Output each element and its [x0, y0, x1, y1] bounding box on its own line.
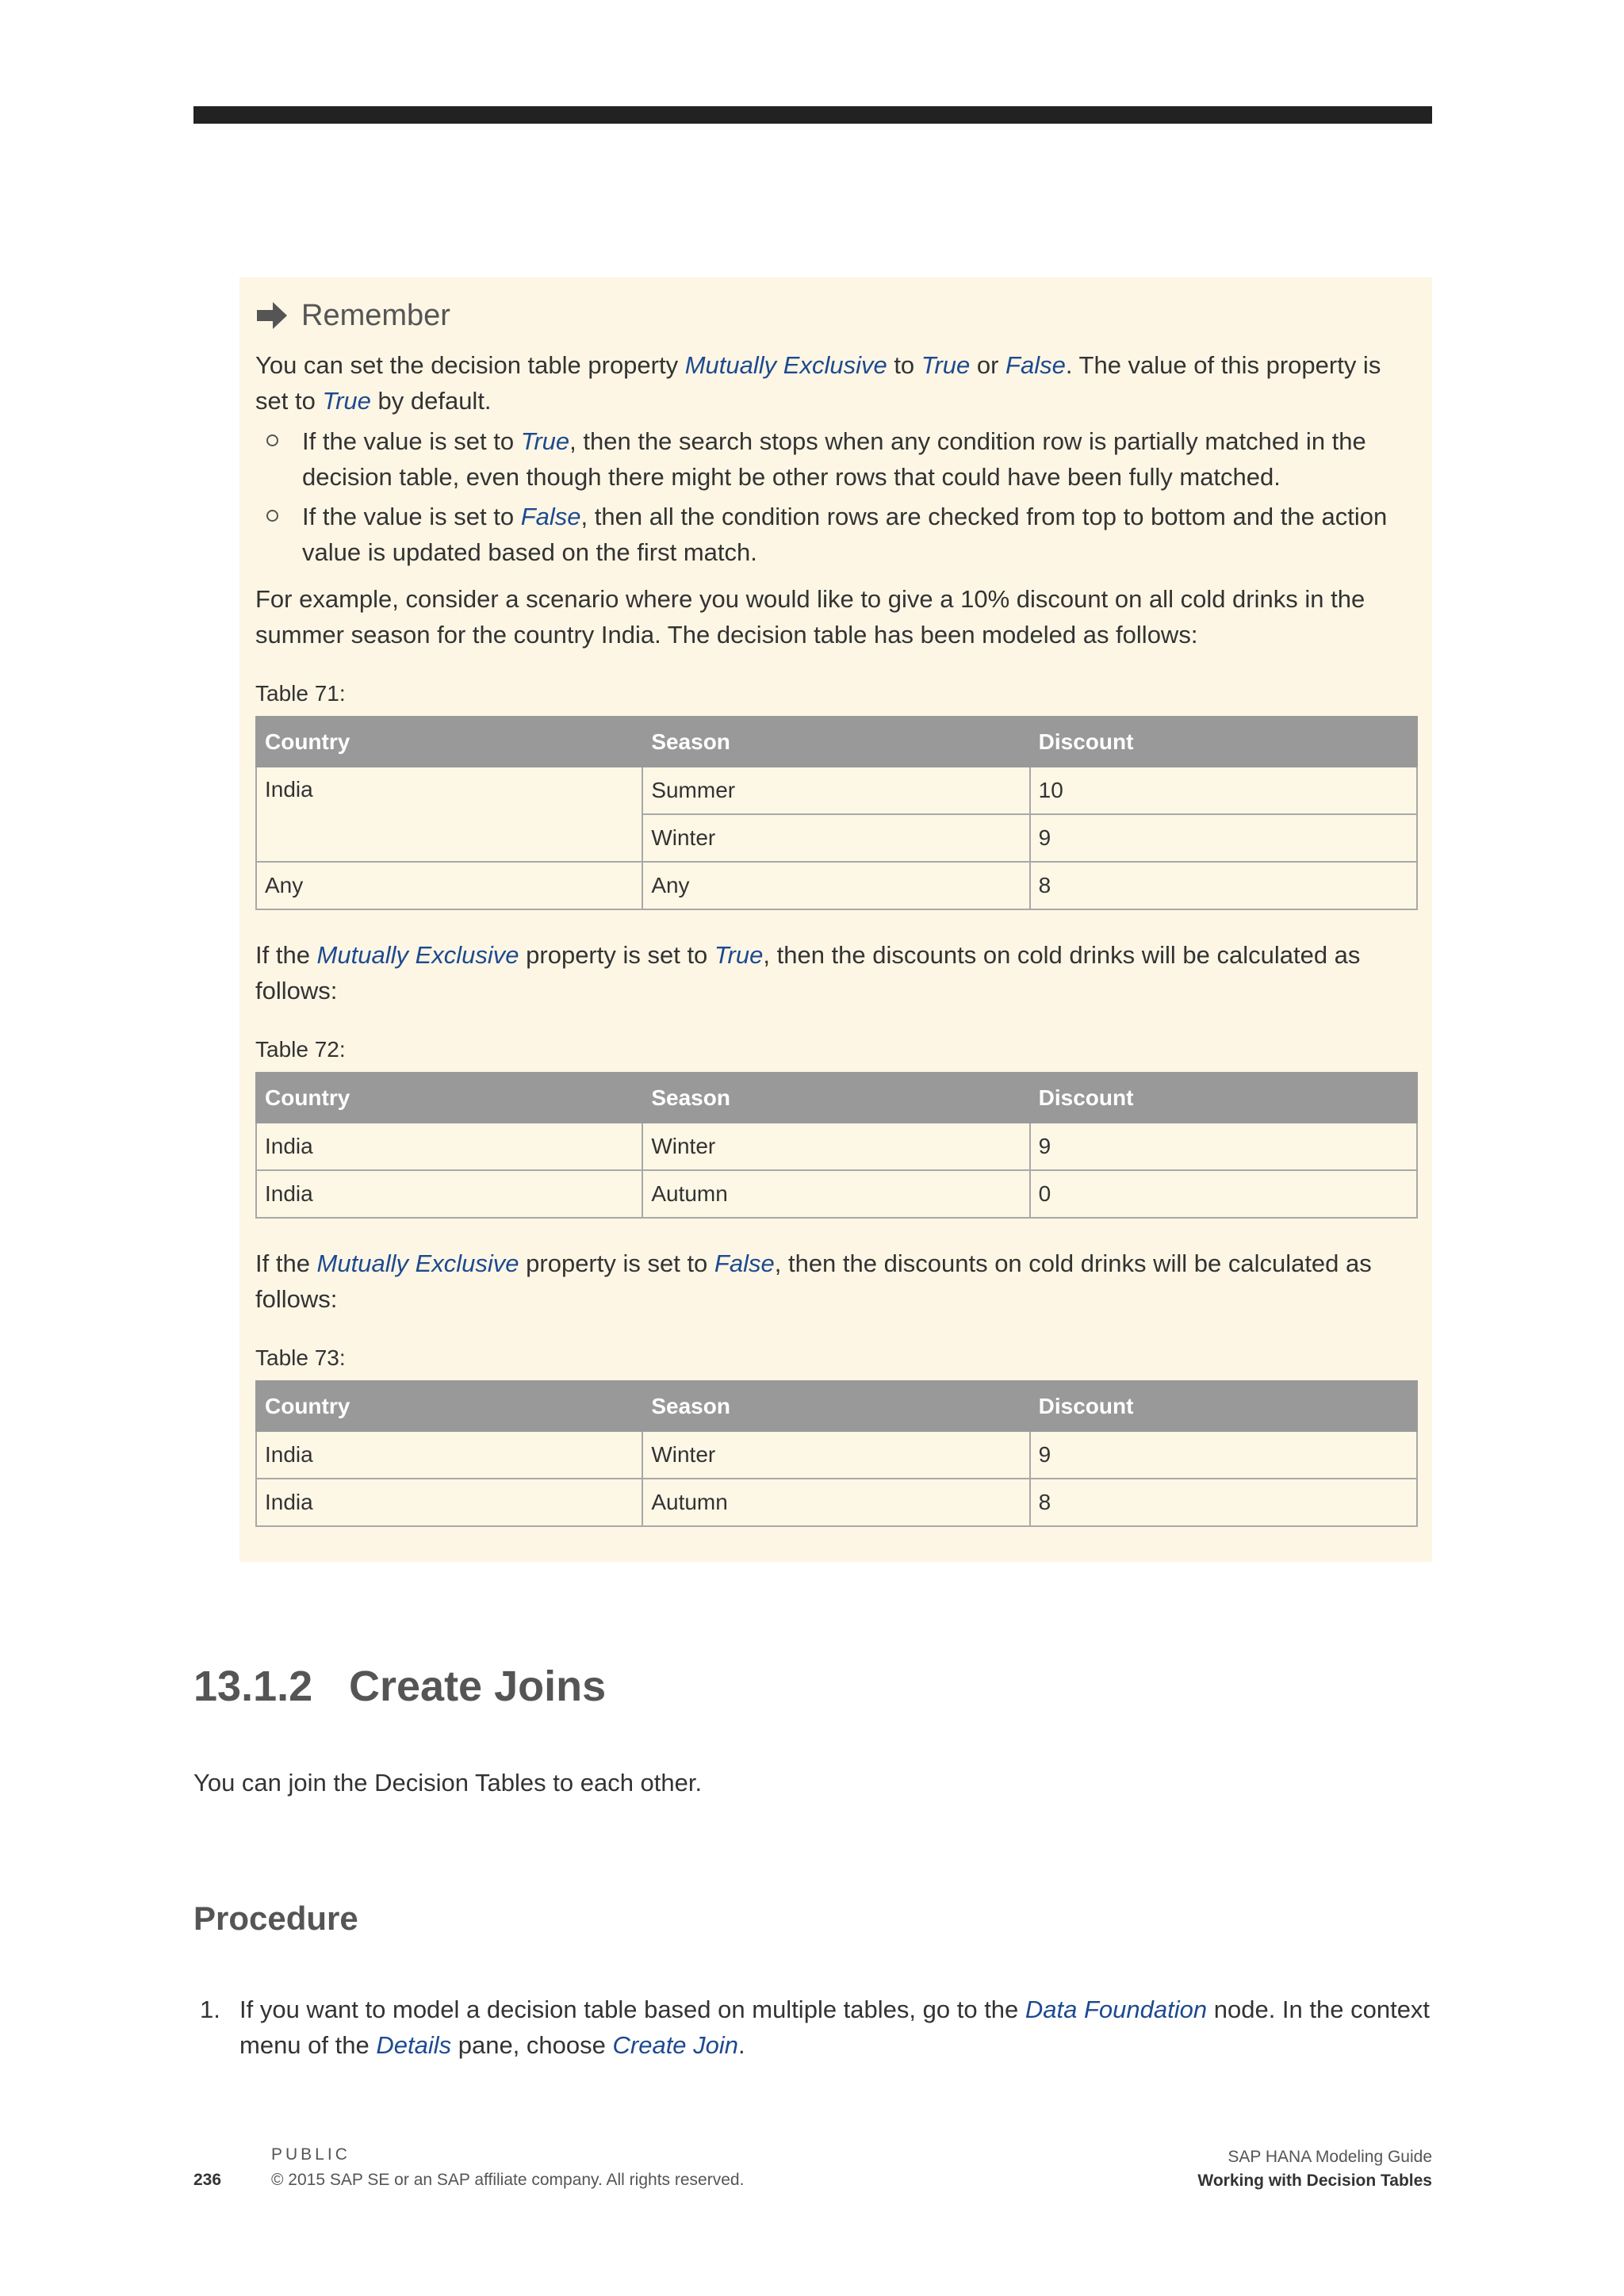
list-item: If the value is set to False, then all the condition rows are checked from top to bottom and the action value is updated based on the first match.: [255, 499, 1416, 570]
table-row: [256, 1123, 1417, 1170]
remember-title: Remember: [301, 298, 450, 332]
mutually-exclusive-false-paragraph: If the Mutually Exclusive property is set to False, then the discounts on cold drinks will be calculated as follows:: [255, 1249, 1372, 1313]
cell-season: Autumn: [642, 1479, 1029, 1526]
cell-discount: 8: [1030, 1479, 1417, 1526]
header-discount: Discount: [1030, 717, 1417, 767]
table-header-row: [256, 717, 1417, 767]
cell-discount: 0: [1030, 1170, 1417, 1218]
cell-discount: 9: [1030, 814, 1417, 862]
classification-label: PUBLIC: [271, 2145, 350, 2164]
step-number: 1.: [200, 1996, 220, 2023]
cell-discount: 10: [1030, 767, 1417, 814]
table-row: [256, 767, 1417, 814]
section-heading: [193, 1662, 606, 1711]
section-intro: You can join the Decision Tables to each other.: [193, 1769, 703, 1797]
table-72-caption: Table 72:: [255, 1037, 346, 1062]
header-country: Country: [256, 717, 642, 767]
header-discount: Discount: [1030, 1073, 1417, 1123]
mutually-exclusive-true-paragraph: If the Mutually Exclusive property is set to True, then the discounts on cold drinks will be calculated as follows:: [255, 941, 1361, 1004]
section-title: Create Joins: [349, 1663, 607, 1710]
cell-country: India: [256, 1123, 642, 1170]
table-71: [255, 716, 1418, 910]
example-paragraph: For example, consider a scenario where you would like to give a 10% discount on all cold drinks in the summer season for the country India. The decision table has been modeled as follows:: [255, 585, 1365, 649]
table-row: [256, 862, 1417, 909]
table-row: [256, 1170, 1417, 1218]
remember-intro: You can set the decision table property Mutually Exclusive to True or False. The value of this property is set to True by default.: [255, 351, 1381, 415]
cell-season: Winter: [642, 814, 1029, 862]
remember-box: [239, 277, 1432, 1562]
procedure-heading: Procedure: [193, 1900, 358, 1937]
bullet-list: [255, 423, 1416, 570]
cell-country: India: [256, 767, 642, 862]
table-row: [256, 1479, 1417, 1526]
cell-season: Winter: [642, 1123, 1029, 1170]
step-text: If you want to model a decision table based on multiple tables, go to the Data Foundation node. In the context menu of the Details pane, choose Create Join.: [239, 1996, 1431, 2059]
table-row: [256, 1431, 1417, 1479]
table-header-row: [256, 1073, 1417, 1123]
header-discount: Discount: [1030, 1381, 1417, 1431]
cell-discount: 9: [1030, 1123, 1417, 1170]
cell-season: Autumn: [642, 1170, 1029, 1218]
cell-country: India: [256, 1431, 642, 1479]
header-season: Season: [642, 1073, 1029, 1123]
table-71-caption: Table 71:: [255, 681, 346, 706]
footer-right: [1197, 2145, 1432, 2193]
chapter-title: Working with Decision Tables: [1197, 2172, 1432, 2190]
header-country: Country: [256, 1381, 642, 1431]
cell-country: India: [256, 1170, 642, 1218]
top-rule: [193, 106, 1432, 124]
table-73-caption: Table 73:: [255, 1345, 346, 1370]
cell-season: Any: [642, 862, 1029, 909]
page-number: 236: [193, 2171, 222, 2189]
table-72: [255, 1072, 1418, 1219]
copyright-text: © 2015 SAP SE or an SAP affiliate company. All rights reserved.: [271, 2171, 745, 2189]
cell-season: Winter: [642, 1431, 1029, 1479]
guide-title: SAP HANA Modeling Guide: [1228, 2148, 1432, 2166]
bullet-circle-icon: [266, 510, 278, 522]
cell-season: Summer: [642, 767, 1029, 814]
header-season: Season: [642, 1381, 1029, 1431]
cell-discount: 9: [1030, 1431, 1417, 1479]
bullet-circle-icon: [266, 434, 278, 446]
remember-header: [255, 295, 1416, 336]
header-season: Season: [642, 717, 1029, 767]
header-country: Country: [256, 1073, 642, 1123]
cell-country: Any: [256, 862, 642, 909]
cell-discount: 8: [1030, 862, 1417, 909]
procedure-step: [193, 1992, 1432, 2063]
arrow-right-icon: [255, 300, 289, 331]
section-number: 13.1.2: [193, 1663, 313, 1710]
cell-country: India: [256, 1479, 642, 1526]
table-73: [255, 1380, 1418, 1527]
list-item: If the value is set to True, then the search stops when any condition row is partially matched in the decision table, even though there might be other rows that could have been fully matched.: [255, 423, 1416, 495]
table-header-row: [256, 1381, 1417, 1431]
